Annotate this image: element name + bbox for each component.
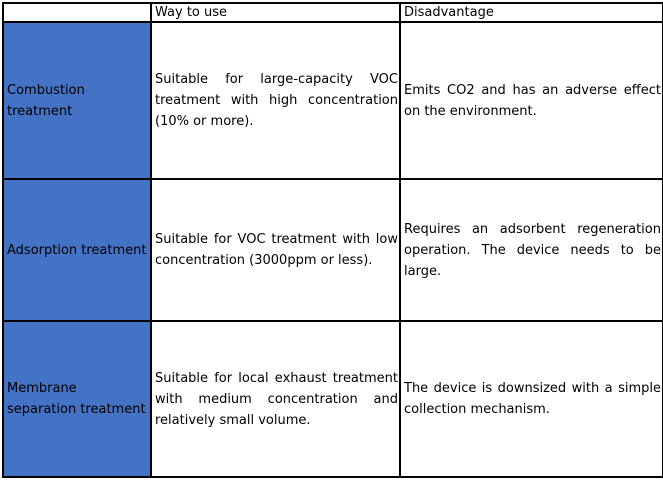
way-to-use-cell: Suitable for VOC treatment with low concentration (3000ppm or less). bbox=[151, 179, 400, 321]
disadvantage-cell: Requires an adsorbent regeneration operation. The device needs to be large. bbox=[400, 179, 663, 321]
method-cell: Combustion treatment bbox=[3, 22, 151, 179]
header-cell-disadvantage: Disadvantage bbox=[400, 3, 663, 22]
voc-treatment-comparison-table bbox=[2, 2, 663, 478]
method-cell: Membrane separation treatment bbox=[3, 321, 151, 477]
header-row bbox=[3, 3, 663, 22]
disadvantage-cell: The device is downsized with a simple collection mechanism. bbox=[400, 321, 663, 477]
header-cell-way-to-use: Way to use bbox=[151, 3, 400, 22]
table-row bbox=[3, 321, 663, 477]
table-row bbox=[3, 179, 663, 321]
way-to-use-cell: Suitable for local exhaust treatment with medium concentration and relatively small volume. bbox=[151, 321, 400, 477]
way-to-use-cell: Suitable for large-capacity VOC treatment with high concentration (10% or more). bbox=[151, 22, 400, 179]
header-cell-empty bbox=[3, 3, 151, 22]
disadvantage-cell: Emits CO2 and has an adverse effect on the environment. bbox=[400, 22, 663, 179]
table-row bbox=[3, 22, 663, 179]
method-cell: Adsorption treatment bbox=[3, 179, 151, 321]
